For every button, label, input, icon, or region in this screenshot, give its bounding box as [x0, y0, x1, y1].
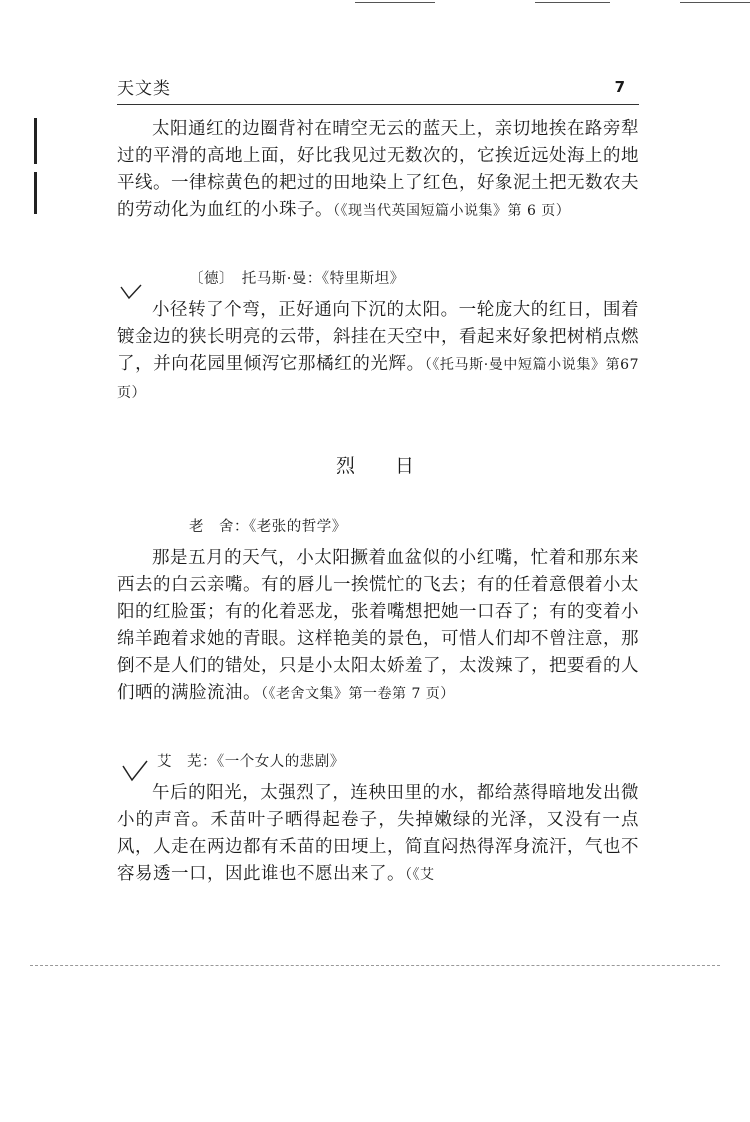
quote-source: （《老舍文集》第一卷第 7 页） [261, 686, 455, 702]
quote-text: 午后的阳光，太强烈了，连秧田里的水，都给蒸得暗地发出微小的声音。禾苗叶子晒得起卷子，失掉嫩绿的光泽，又没有一点风，人走在两边都有禾苗的田埂上，简直闷热得浑身流汗，气也不容易透一口，因此谁也不愿出来了。 [117, 783, 639, 884]
quote-block-4 [117, 745, 639, 889]
quote-paragraph [117, 297, 639, 407]
scan-artifact-line [355, 2, 435, 3]
page-number: 7 [614, 78, 625, 96]
quote-source: （《现当代英国短篇小说集》第 6 页） [333, 203, 571, 219]
quote-source: （《艾 [405, 867, 435, 883]
quote-attribution: 艾 芜：《一个女人的悲剧》 [157, 754, 345, 770]
quote-text: 小径转了个弯，正好通向下沉的太阳。一轮庞大的红日，围着镀金边的狭长明亮的云带，斜挂在天空中，看起来好象把树梢点燃了，并向花园里倾泻它那橘红的光辉。 [117, 300, 639, 374]
quote-paragraph [117, 545, 639, 708]
header-title: 天文类 [117, 79, 171, 99]
scan-artifact-line [680, 2, 750, 3]
quote-source: （《托马斯·曼中短篇小说集》第67页） [117, 357, 639, 401]
section-title: 烈日 [335, 455, 454, 477]
quote-text: 太阳通红的边圈背衬在晴空无云的蓝天上，亲切地挨在路旁犁过的平滑的高地上面，好比我见过无数次的，它挨近远处海上的地平线。一律棕黄色的耙过的田地染上了红色，好象泥土把无数农夫的劳动化为血红的小珠子。 [117, 119, 639, 220]
quote-attribution: 〔德〕 托马斯·曼：《特里斯坦》 [189, 271, 405, 287]
quote-paragraph [117, 780, 639, 889]
binding-mark [34, 172, 37, 214]
handwritten-check-mark [120, 284, 142, 300]
quote-text: 那是五月的天气，小太阳撅着血盆似的小红嘴，忙着和那东来西去的白云亲嘴。有的唇儿一挨慌忙的飞去；有的任着意偎着小太阳的红脸蛋；有的化着恶龙，张着嘴想把她一口吞了；有的变着小绵羊跑着求她的青眼。这样艳美的景色，可惜人们却不曾注意，那倒不是人们的错处，只是小太阳太娇羞了，太泼辣了，把要看的人们晒的满脸流油。 [117, 548, 639, 703]
quote-block-2 [117, 262, 639, 407]
handwritten-check-mark [122, 760, 148, 782]
quote-attribution: 老 舍：《老张的哲学》 [189, 519, 347, 535]
scan-artifact-line [535, 2, 610, 3]
quote-paragraph [117, 116, 639, 225]
quote-block-1 [117, 116, 639, 225]
binding-mark [34, 118, 37, 164]
quote-block-3 [117, 510, 639, 708]
running-header [117, 74, 639, 105]
scan-artifact-dashes [30, 965, 720, 970]
